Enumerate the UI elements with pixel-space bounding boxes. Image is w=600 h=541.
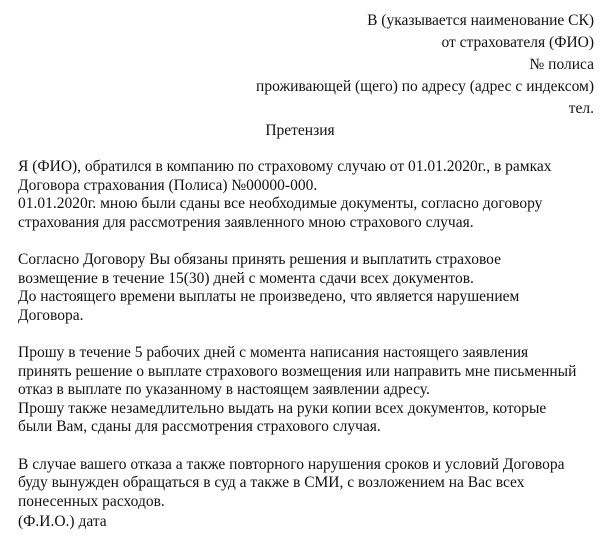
text-line: принять решение о выплате страхового возмещения или направить мне письменный [18,362,577,380]
paragraph-requests [18,344,593,437]
paragraph-warning [18,456,593,512]
paragraph-claim-facts [18,158,593,232]
document-body [18,158,593,530]
paragraph-obligations [18,251,593,325]
document-title: Претензия [265,122,335,139]
text-line: страхования для рассмотрения заявленного мною страхового случая. [18,213,474,231]
text-line: Прошу в течение 5 рабочих дней с момента написания настоящего заявления [18,343,529,361]
header-insurer-line: В (указывается наименование СК) [367,12,594,29]
text-line: Я (ФИО), обратился в компанию по страховому случаю от 01.01.2020г., в рамках [18,158,552,175]
text-line: Договора. [18,306,84,324]
text-line: буду вынужден обращаться в суд а также в СМИ, с возложением на Вас всех [18,474,525,492]
text-line: Прошу также незамедлительно выдать на руки копии всех документов, которые [18,399,547,417]
text-line: В случае вашего отказа а также повторного нарушения сроков и условий Договора [18,455,565,473]
text-line: 01.01.2020г. мною были сданы все необходимые документы, согласно договору [18,195,543,213]
header-phone-line: тел. [568,100,594,117]
addressee-header [174,10,594,120]
text-line: понесенных расходов. [18,492,165,510]
text-line: отказ в выплате по указанному в настоящем заявлении адресу. [18,381,430,399]
signature-line: (Ф.И.О.) дата [18,513,107,530]
text-line: До настоящего времени выплаты не произведено, что является нарушением [18,288,520,306]
header-policy-number-line: № полиса [529,56,594,73]
text-line: возмещение в течение 15(30) дней с момента сдачи всех документов. [18,269,474,287]
header-policyholder-line: от страхователя (ФИО) [441,34,594,51]
text-line: Договора страхования (Полиса) №00000-000. [18,176,318,194]
text-line: Согласно Договору Вы обязаны принять решения и выплатить страховое [18,250,501,268]
text-line: были Вам, сданы для рассмотрения страхового случая. [18,418,381,436]
header-address-line: проживающей (щего) по адресу (адрес с индексом) [256,78,594,95]
